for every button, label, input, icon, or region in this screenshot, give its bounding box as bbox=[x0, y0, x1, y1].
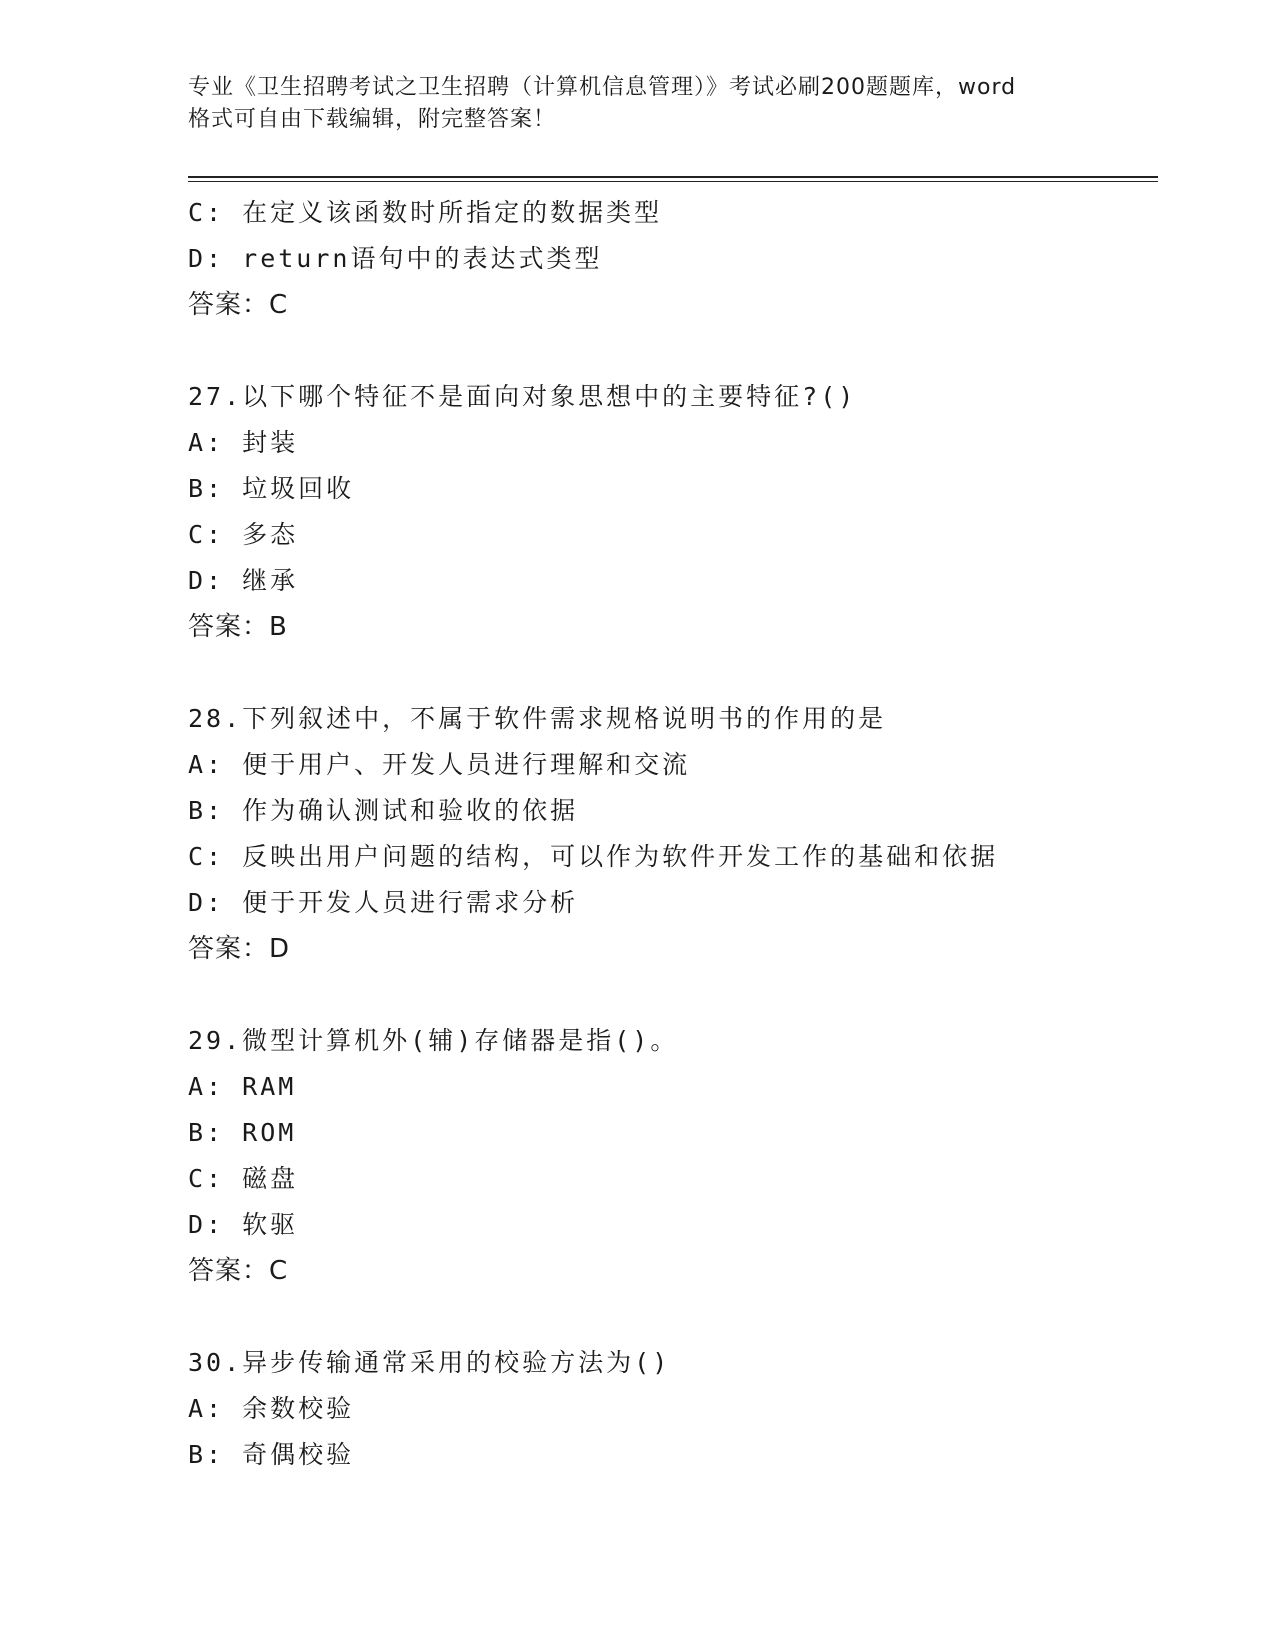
option-c: C: 在定义该函数时所指定的数据类型 bbox=[188, 198, 663, 227]
header-title-line-2: 格式可自由下载编辑，附完整答案！ bbox=[188, 107, 557, 132]
option-c: C: 多态 bbox=[188, 520, 299, 549]
intro-question-tail bbox=[188, 190, 1148, 328]
option-a: A: 余数校验 bbox=[188, 1394, 355, 1423]
question-28 bbox=[188, 696, 1148, 972]
option-b: B: 作为确认测试和验收的依据 bbox=[188, 796, 579, 825]
question-30 bbox=[188, 1340, 1148, 1478]
header-divider-thick bbox=[188, 176, 1158, 178]
option-d: D: return语句中的表达式类型 bbox=[188, 244, 603, 273]
option-d: D: 便于开发人员进行需求分析 bbox=[188, 888, 579, 917]
header-title-line-1: 专业《卫生招聘考试之卫生招聘（计算机信息管理）》考试必刷200题题库，word bbox=[188, 75, 1017, 100]
option-b: B: 奇偶校验 bbox=[188, 1440, 355, 1469]
question-29 bbox=[188, 1018, 1148, 1294]
option-a: A: 封装 bbox=[188, 428, 299, 457]
question-content bbox=[188, 190, 1148, 1478]
option-d: D: 软驱 bbox=[188, 1210, 299, 1239]
question-stem: 28.下列叙述中，不属于软件需求规格说明书的作用的是 bbox=[188, 704, 887, 733]
option-d: D: 继承 bbox=[188, 566, 299, 595]
option-c: C: 反映出用户问题的结构，可以作为软件开发工作的基础和依据 bbox=[188, 842, 999, 871]
option-b: B: ROM bbox=[188, 1118, 297, 1147]
answer-line: 答案：D bbox=[188, 934, 291, 964]
header-divider-thin bbox=[188, 181, 1158, 182]
option-c: C: 磁盘 bbox=[188, 1164, 299, 1193]
option-b: B: 垃圾回收 bbox=[188, 474, 355, 503]
option-a: A: RAM bbox=[188, 1072, 297, 1101]
document-header bbox=[188, 72, 1088, 136]
answer-line: 答案：C bbox=[188, 1256, 289, 1286]
answer-line: 答案：C bbox=[188, 290, 289, 320]
answer-line: 答案：B bbox=[188, 612, 288, 642]
question-27 bbox=[188, 374, 1148, 650]
question-stem: 27.以下哪个特征不是面向对象思想中的主要特征?() bbox=[188, 382, 857, 411]
question-stem: 29.微型计算机外(辅)存储器是指()。 bbox=[188, 1026, 679, 1055]
question-stem: 30.异步传输通常采用的校验方法为() bbox=[188, 1348, 671, 1377]
option-a: A: 便于用户、开发人员进行理解和交流 bbox=[188, 750, 691, 779]
